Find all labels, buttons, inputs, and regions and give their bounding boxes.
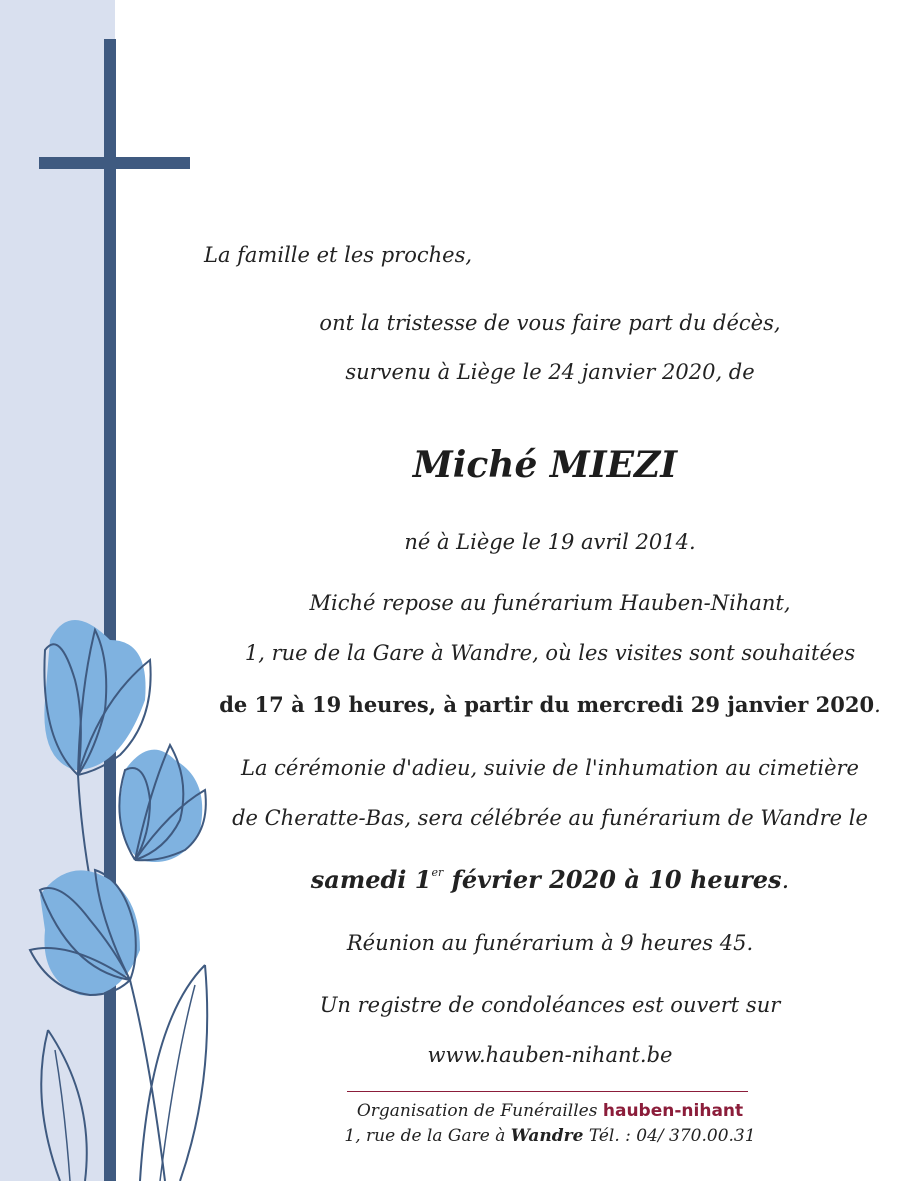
rest-line-1: Miché repose au funérarium Hauben-Nihant, — [309, 591, 791, 615]
birth-line: né à Liège le 19 avril 2014. — [404, 530, 696, 554]
ceremony-line-1: La cérémonie d'adieu, suivie de l'inhumation au cimetière — [241, 756, 859, 780]
footer-org-prefix: Organisation de Funérailles — [356, 1101, 603, 1121]
rest-line-2: 1, rue de la Gare à Wandre, où les visites sont souhaitées — [244, 641, 856, 665]
opening-line: La famille et les proches, — [204, 243, 473, 267]
register-line: Un registre de condoléances est ouvert sur — [319, 993, 781, 1017]
visit-hours-end: . — [874, 693, 881, 717]
visit-hours-text: de 17 à 19 heures, à partir du mercredi 29 janvier 2020 — [219, 692, 875, 717]
ceremony-date-part1: samedi 1 — [310, 865, 432, 894]
footer-addr-phone: Tél. : 04/ 370.00.31 — [583, 1126, 756, 1146]
footer-divider — [347, 1091, 748, 1092]
ceremony-date-part2: février 2020 à 10 heures — [443, 865, 782, 894]
deceased-name: Miché MIEZI — [412, 444, 678, 486]
website-link[interactable]: www.hauben-nihant.be — [427, 1043, 673, 1067]
visit-hours — [180, 692, 918, 717]
announcement-line-1: ont la tristesse de vous faire part du décès, — [319, 311, 781, 335]
footer-addr-prefix: 1, rue de la Gare à — [344, 1126, 511, 1146]
ceremony-line-2: de Cheratte-Bas, sera célébrée au funérarium de Wandre le — [232, 806, 868, 830]
brand-logo: hauben-nihant — [602, 1101, 744, 1121]
ceremony-date-end: . — [781, 866, 790, 894]
announcement-line-2: survenu à Liège le 24 janvier 2020, de — [345, 360, 755, 384]
footer-organisation — [180, 1101, 918, 1121]
footer-addr-city: Wandre — [510, 1126, 584, 1146]
ceremony-date — [180, 865, 918, 894]
footer-address — [180, 1126, 918, 1146]
meeting-line: Réunion au funérarium à 9 heures 45. — [346, 931, 754, 955]
cross-icon-horizontal — [39, 157, 190, 169]
ceremony-date-sup: er — [431, 866, 444, 879]
